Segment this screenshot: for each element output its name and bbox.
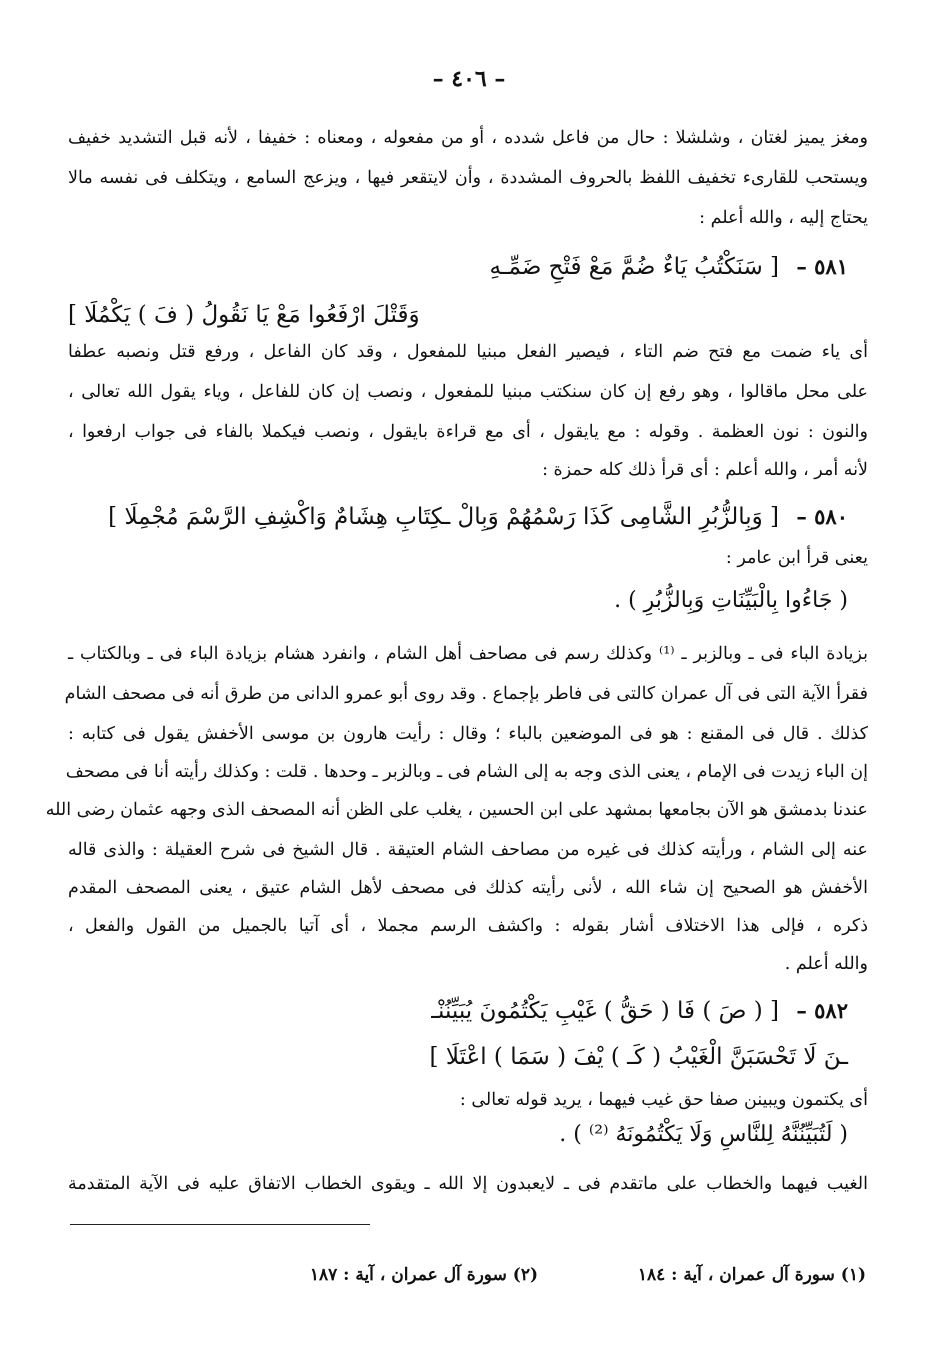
text-line: ومغز يميز لغتان ، وشلشلا : حال من فاعل شدده ، أو من مفعوله ، ومعناه : خفيفا ، لأنه قبل التشديد خفيف xyxy=(68,128,868,148)
verse-number: ٥٨١ – xyxy=(796,254,848,279)
text-line: على محل ماقالوا ، وهو رفع إن كان سنكتب مبنيا للمفعول ، ونصب إن كان للفاعل ، وياء يقول الله تعالى ، xyxy=(68,382,868,402)
text-line: إن الباء زيدت فى الإمام ، يعنى الذى وجه به إلى الشام فى ـ وبالزبر ـ وحدها . قلت : وكذلك رأيته أنا فى مصحف xyxy=(65,762,868,782)
text-line: يعنى قرأ ابن عامر : xyxy=(725,548,868,568)
text-line: يحتاج إليه ، والله أعلم : xyxy=(699,208,868,228)
footnote-1: (١) سورة آل عمران ، آية : ١٨٤ xyxy=(637,1265,866,1285)
quran-quote: ( جَاءُوا بِالْبَيِّنَاتِ وَبِالزُّبُرِ ) . xyxy=(614,588,848,613)
text-line: الأخفش هو الصحيح إن شاء الله ، لأنى رأيته كذلك فى مصحف لأهل الشام عتيق ، يعنى المصحف المقدم xyxy=(68,878,868,898)
verse-581 xyxy=(68,250,848,284)
footnote-2: (٢) سورة آل عمران ، آية : ١٨٧ xyxy=(309,1265,538,1285)
text-line: عندنا بدمشق هو الآن بجامعها بمشهد على ابن الحسين ، يغلب على الظن أنه المصحف الذى وجهه عثمان رضى الله xyxy=(45,800,868,820)
page-number: – ٤٠٦ – xyxy=(432,66,506,92)
text-line: فقرأ الآية التى فى آل عمران كالتى فى فاطر بإجماع . وقد روى أبو عمرو الدانى من طرق أنه فى مصحف الشام xyxy=(64,684,868,704)
verse-582-line2: ـنَ لَا تَحْسَبَنَّ الْغَيْبُ ( كَـ ) يْفَ ( سَمَا ) اعْتَلَا ] xyxy=(429,1044,848,1070)
text-line: الغيب فيهما والخطاب على ماتقدم فى ـ لايعبدون إلا الله ـ ويقوى الخطاب الاتفاق عليه فى الآية المتقدمة xyxy=(68,1174,868,1194)
text-line: والنون : نون العظمة . وقوله : مع يايقول ، أى مع قراءة بايقول ، ونصب فيكملا بالفاء فى جواب ارفعوا ، xyxy=(68,422,868,442)
verse-number: ٥٨٠ – xyxy=(796,504,848,529)
text-line: والله أعلم . xyxy=(784,954,868,974)
text-line: لأنه أمر ، والله أعلم : أى قرأ ذلك كله حمزة : xyxy=(542,460,868,480)
verse-580 xyxy=(68,500,848,534)
text-line: أى ياء ضمت مع فتح ضم التاء ، فيصير الفعل مبنيا للمفعول ، وقد كان الفاعل ، ورفع قتل ونصبه عطفا xyxy=(68,342,868,362)
footnote-divider xyxy=(70,1224,370,1225)
text-line: كذلك . قال فى المقنع : هو فى الموضعين بالباء ؛ وقال : رأيت هارون بن موسى الأخفش يقول فى كتابه : xyxy=(68,724,868,744)
text-line: بزيادة الباء فى ـ وبالزبر ـ ⁽¹⁾ وكذلك رسم فى مصاحف أهل الشام ، وانفرد هشام بزيادة الباء فى ـ وبالكتاب ـ xyxy=(68,644,868,664)
text-line: ذكره ، فإلى هذا الاختلاف أشار بقوله : واكشف الرسم مجملا ، أى آتيا بالجميل من القول والفعل ، xyxy=(68,916,868,936)
verse-582 xyxy=(68,994,848,1028)
text-line: أى يكتمون ويبينن صفا حق غيب فيهما ، يريد قوله تعالى : xyxy=(459,1090,868,1110)
verse-line: [ ( صَ ) فَا ( حَقُّ ) غَيْبِ يَكْتُمُونَ يُبَيِّنُنْـ xyxy=(431,998,780,1024)
verse-line: [ وَبِالزُّبُرِ الشَّامِى كَذَا رَسْمُهُمْ وَبِالْ ـكِتَابِ هِشَامٌ وَاكْشِفِ الرَّسْمَ مُجْمِلَا ] xyxy=(108,504,780,530)
text-line: ويستحب للقارىء تخفيف اللفظ بالحروف المشددة ، وأن لايتقعر فيها ، ويزعج السامع ، ويتكلف فى نفسه مالا xyxy=(68,168,868,188)
verse-line: [ سَنَكْتُبُ يَاءٌ ضُمَّ مَعْ فَتْحِ ضَمِّـهِ xyxy=(489,254,780,280)
verse-581-line2: وَقَتْلَ ارْفَعُوا مَعْ يَا نَقُولُ ( فَ ) يَكْمُلَا ] xyxy=(68,302,420,328)
verse-number: ٥٨٢ – xyxy=(796,998,848,1023)
quran-quote: ( لَتُبَيِّنُنَّهُ لِلنَّاسِ وَلَا يَكْتُمُونَهُ ⁽²⁾ ) . xyxy=(559,1122,848,1147)
text-line: عنه إلى الشام ، ورأيته كذلك فى غيره من مصاحف الشام العتيقة . قال الشيخ فى شرح العقيلة : والذى قاله xyxy=(68,840,868,860)
